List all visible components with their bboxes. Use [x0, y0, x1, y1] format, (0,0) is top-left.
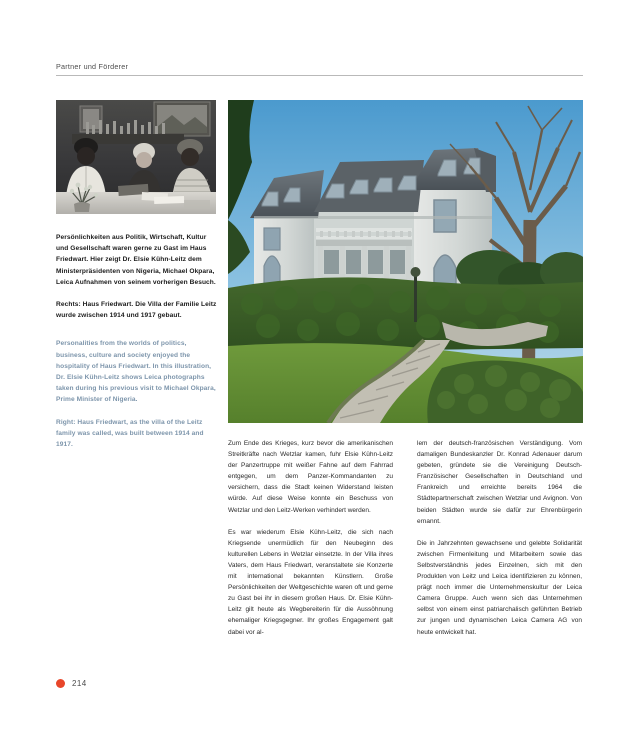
- body-paragraph: Es war wiederum Elsie Kühn-Leitz, die sich nach Kriegsende unermüdlich für den Neubeginn des kulturellen Lebens in Wetzlar einsetzte. In der Villa ihres Vaters, dem Haus Friedwart, veranstaltete sie Konzerte mit international bekannten Künstlern. Große Persönlichkeiten der Weltgeschichte waren oft und gerne zu Gast bei ihr in diesem großen Haus. Dr. Elsie Kühn-Leitz gilt heute als Wegbereiterin für die Aussöhnung ehemaliger Kriegsgegner. Ihr großes Engagement galt dabei vor al-: [228, 528, 393, 636]
- caption-german-2: Rechts: Haus Friedwart. Die Villa der Familie Leitz wurde zwischen 1914 und 1917 gebaut.: [56, 301, 217, 320]
- header-title: Partner und Förderer: [56, 62, 129, 71]
- photo-villa-haus-friedwart: [228, 100, 583, 423]
- caption-german-1: Persönlichkeiten aus Politik, Wirtschaft, Kultur und Gesellschaft waren gerne zu Gast im Haus Friedwart. Hier zeigt Dr. Elsie Kühn-Leitz dem Ministerpräsidenten von Nigeria, Michael Okpara, Leica Aufnahmen von seinem vorherigen Besuch.: [56, 234, 216, 286]
- photo-black-and-white: [56, 100, 216, 214]
- caption-english-2: Right: Haus Friedwart, as the villa of the Leitz family was called, was built between 1914 and 1917.: [56, 418, 204, 449]
- page-number: 214: [72, 679, 87, 688]
- bullet-dot-icon: [56, 679, 65, 688]
- caption-english-1: Personalities from the worlds of politics, business, culture and society enjoyed the hospitality of Haus Friedwart. In this illustration, Dr. Elsie Kühn-Leitz shows Leica photographs taken during his previous visit to Michael Okpara, Prime Minister of Nigeria.: [56, 340, 216, 404]
- body-paragraph: Die in Jahrzehnten gewachsene und gelebte Solidarität zwischen Firmenleitung und Mitarbeitern sowie das Selbstverständnis jedes Einzelnen, sich mit den Produkten von Leitz und Leica identifizieren zu können, prägt noch immer die Unternehmenskultur der Leica Camera Gruppe. Auch wenn sich das Unternehmen selbst von einem einst patriarchalisch geführten Betrieb zur jungen und dynamischen Leica Camera AG von heute entwickelt hat.: [417, 539, 582, 636]
- running-header: [56, 62, 583, 76]
- body-paragraph: Zum Ende des Krieges, kurz bevor die amerikanischen Streitkräfte nach Wetzlar kamen, fuhr Elsie Kühn-Leitz der Panzertruppe mit weißer Fahne auf dem Fahrrad entgegen, um dem Panzer-Kommandanten zu versichern, dass die Stadt keinen Widerstand leisten würde. Auf diese Weise konnte ein Beschuss von Wetzlar und den Leitz-Werken verhindert werden.: [228, 440, 393, 514]
- page-footer: [56, 679, 87, 688]
- body-text-column-2: [417, 438, 582, 649]
- body-paragraph: lem der deutsch-französischen Verständigung. Vom damaligen Bundeskanzler Dr. Konrad Adenauer darum gebeten, gründete sie die Vereinigung Deutsch-Französischer Gesellschaften in Deutschland und Frankreich und erreichte bereits 1964 die Städtepartnerschaft zwischen Wetzlar und Avignon. Von beiden Städten wurde sie dafür zur Ehrenbürgerin ernannt.: [417, 440, 582, 525]
- header-divider: [56, 75, 583, 76]
- body-text-column-1: [228, 438, 393, 649]
- caption-column: [56, 232, 219, 461]
